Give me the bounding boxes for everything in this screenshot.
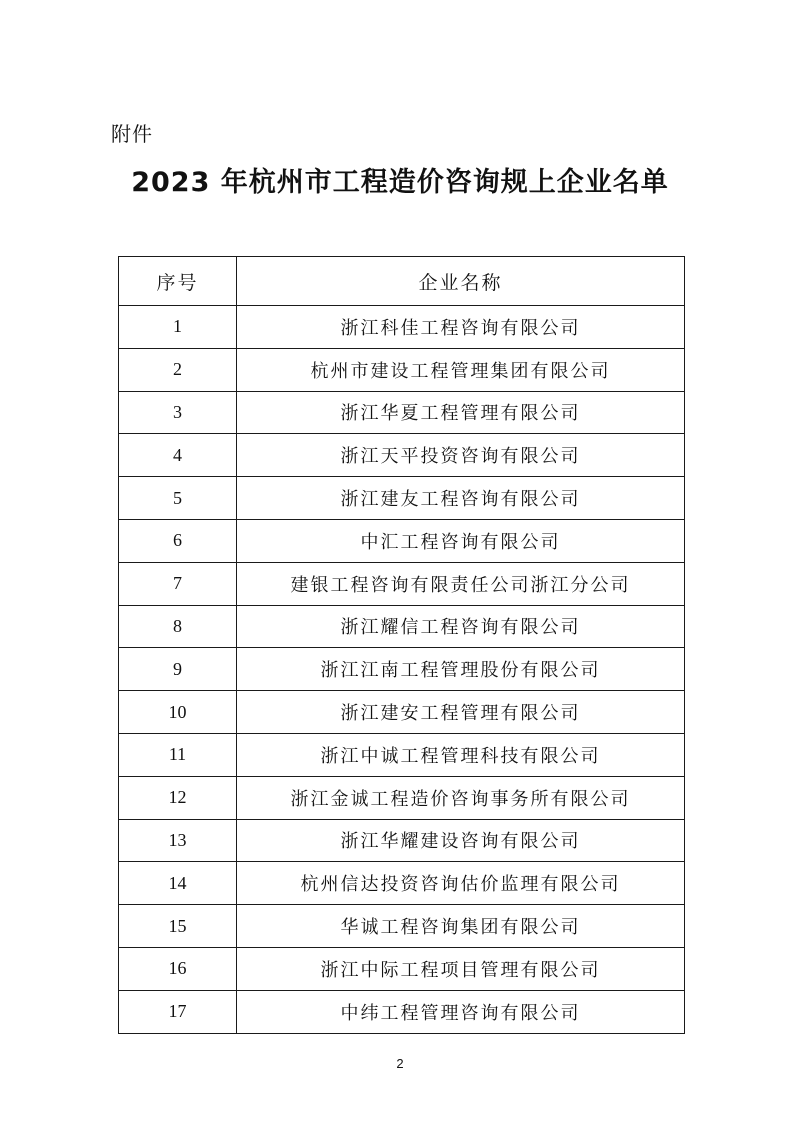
row-company-name: 浙江中诚工程管理科技有限公司 — [237, 733, 685, 776]
row-seq: 5 — [119, 477, 237, 520]
row-seq: 16 — [119, 947, 237, 990]
row-company-name: 杭州市建设工程管理集团有限公司 — [237, 348, 685, 391]
table-row — [119, 306, 685, 349]
row-company-name: 浙江华耀建设咨询有限公司 — [237, 819, 685, 862]
table-row — [119, 819, 685, 862]
row-seq: 14 — [119, 862, 237, 905]
company-list-table — [118, 256, 685, 1034]
table-row — [119, 776, 685, 819]
table-header-row — [119, 257, 685, 306]
table-row — [119, 648, 685, 691]
row-seq: 7 — [119, 562, 237, 605]
table-row — [119, 990, 685, 1033]
row-company-name: 华诚工程咨询集团有限公司 — [237, 905, 685, 948]
table-row — [119, 391, 685, 434]
header-seq: 序号 — [119, 257, 237, 306]
row-company-name: 建银工程咨询有限责任公司浙江分公司 — [237, 562, 685, 605]
row-company-name: 浙江江南工程管理股份有限公司 — [237, 648, 685, 691]
row-seq: 2 — [119, 348, 237, 391]
row-company-name: 浙江耀信工程咨询有限公司 — [237, 605, 685, 648]
row-seq: 3 — [119, 391, 237, 434]
row-company-name: 浙江科佳工程咨询有限公司 — [237, 306, 685, 349]
table-row — [119, 905, 685, 948]
row-company-name: 浙江金诚工程造价咨询事务所有限公司 — [237, 776, 685, 819]
row-seq: 10 — [119, 691, 237, 734]
table-row — [119, 477, 685, 520]
row-company-name: 浙江华夏工程管理有限公司 — [237, 391, 685, 434]
row-seq: 6 — [119, 519, 237, 562]
row-seq: 9 — [119, 648, 237, 691]
row-company-name: 中纬工程管理咨询有限公司 — [237, 990, 685, 1033]
page-number: 2 — [396, 1056, 404, 1071]
table-row — [119, 862, 685, 905]
attachment-label: 附件 — [111, 122, 153, 146]
row-company-name: 浙江天平投资咨询有限公司 — [237, 434, 685, 477]
header-company-name: 企业名称 — [237, 257, 685, 306]
row-company-name: 浙江中际工程项目管理有限公司 — [237, 947, 685, 990]
row-company-name: 杭州信达投资咨询估价监理有限公司 — [237, 862, 685, 905]
row-seq: 4 — [119, 434, 237, 477]
row-seq: 8 — [119, 605, 237, 648]
row-company-name: 中汇工程咨询有限公司 — [237, 519, 685, 562]
row-seq: 17 — [119, 990, 237, 1033]
table-body — [119, 306, 685, 1034]
table-row — [119, 434, 685, 477]
document-title: 2023 年杭州市工程造价咨询规上企业名单 — [131, 167, 669, 198]
table-row — [119, 562, 685, 605]
table-row — [119, 733, 685, 776]
row-seq: 11 — [119, 733, 237, 776]
row-company-name: 浙江建友工程咨询有限公司 — [237, 477, 685, 520]
row-company-name: 浙江建安工程管理有限公司 — [237, 691, 685, 734]
row-seq: 15 — [119, 905, 237, 948]
row-seq: 12 — [119, 776, 237, 819]
table-row — [119, 605, 685, 648]
table-row — [119, 348, 685, 391]
row-seq: 1 — [119, 306, 237, 349]
table-row — [119, 519, 685, 562]
table-row — [119, 691, 685, 734]
table-row — [119, 947, 685, 990]
row-seq: 13 — [119, 819, 237, 862]
